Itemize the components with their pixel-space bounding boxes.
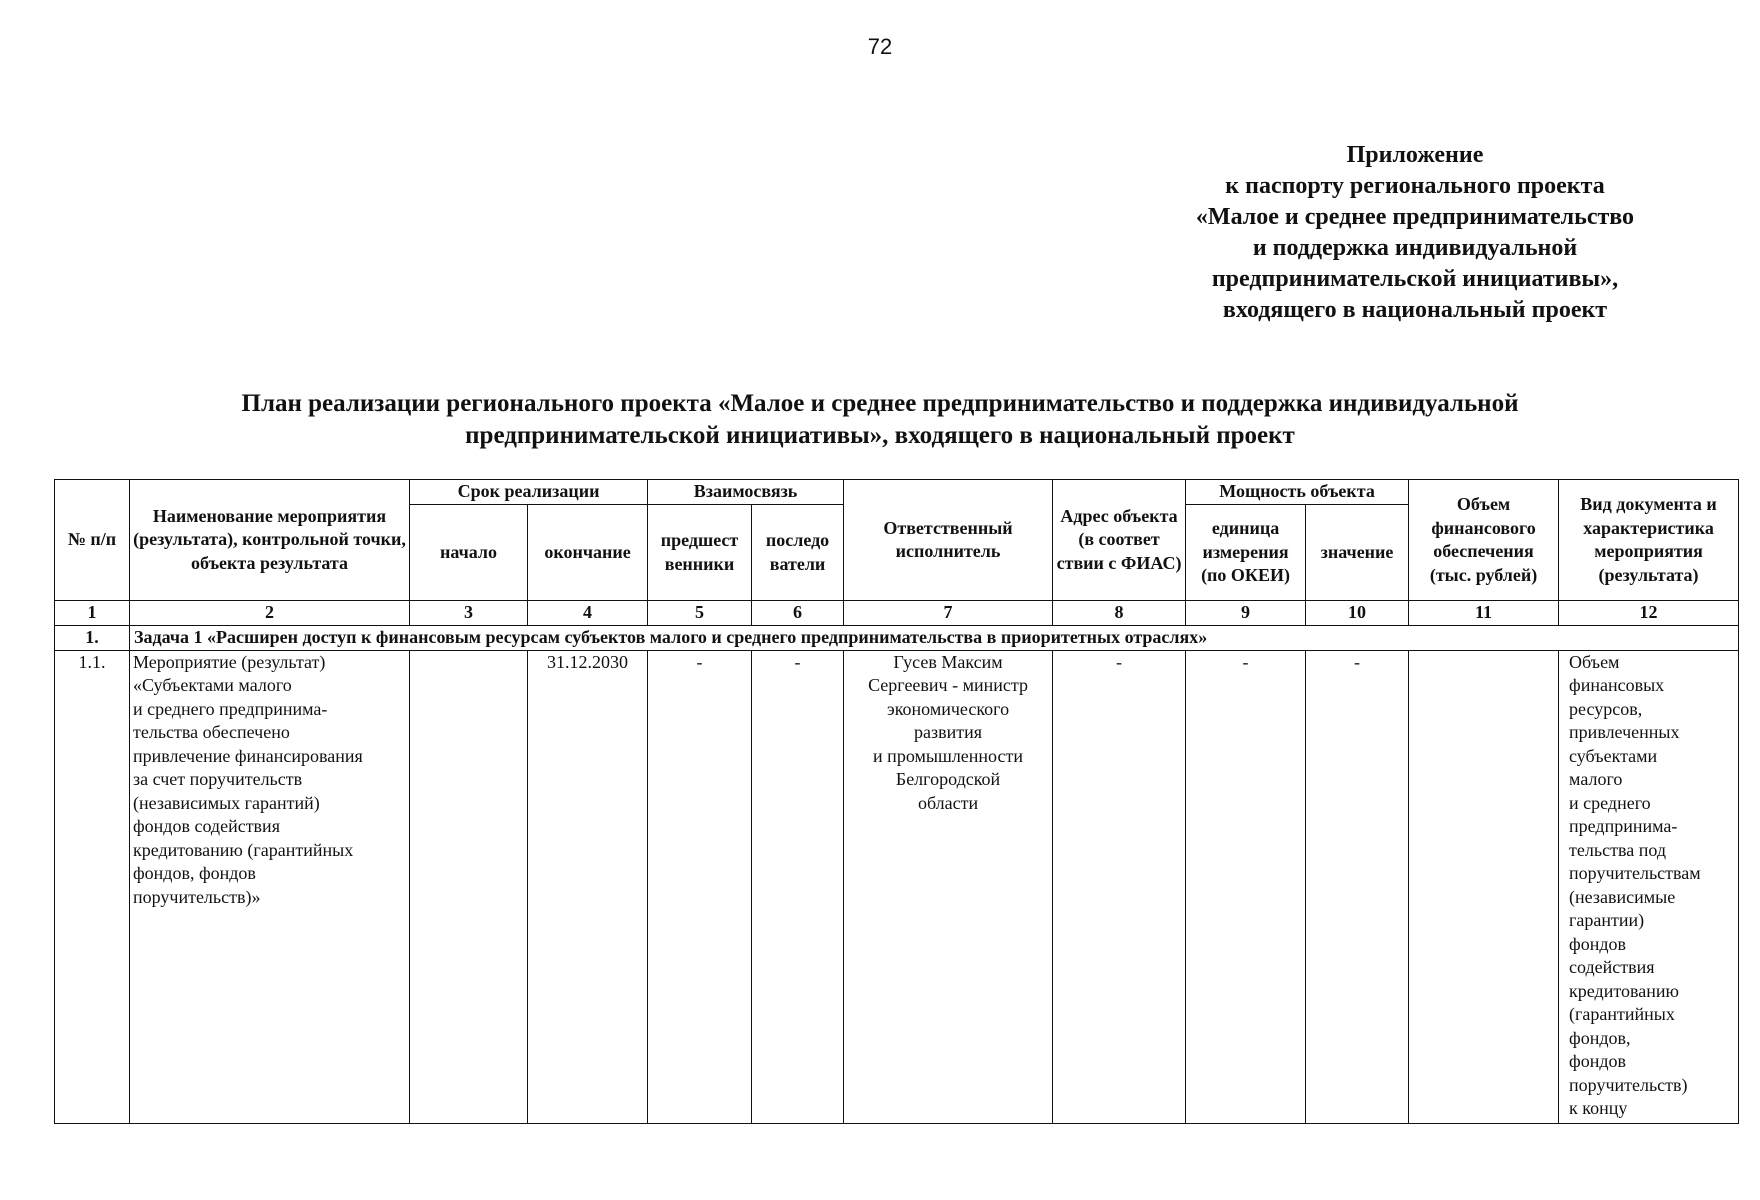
item-end: 31.12.2030 [528,650,648,1123]
header-address: Адрес объекта (в соответ ствии с ФИАС) [1053,480,1186,601]
item-responsible: Гусев Максим Сергеевич - министр экономического развития и промышленности Белгородской области [844,650,1053,1123]
plan-title [120,388,1640,452]
plan-title-line: предпринимательской инициативы», входящего в национальный проект [465,422,1295,449]
header-predecessors: предшест венники [648,505,752,601]
page-number: 72 [867,34,893,59]
column-number: 11 [1409,601,1559,626]
header-num: № п/п [55,480,130,601]
header-period: Срок реализации [410,480,648,505]
column-number: 10 [1306,601,1409,626]
column-number: 9 [1186,601,1306,626]
item-finance [1409,650,1559,1123]
header-capacity: Мощность объекта [1186,480,1409,505]
appendix-note [1140,140,1690,326]
column-number: 5 [648,601,752,626]
column-number: 12 [1559,601,1739,626]
column-number: 2 [130,601,410,626]
header-successors: последо ватели [752,505,844,601]
item-predecessors: - [648,650,752,1123]
appendix-line: входящего в национальный проект [1222,297,1608,323]
header-end: окончание [528,505,648,601]
appendix-line: и поддержка индивидуальной [1252,235,1578,261]
task-title: Задача 1 «Расширен доступ к финансовым ресурсам субъектов малого и среднего предпринимательства в приоритетных отраслях» [130,625,1739,650]
appendix-line: предпринимательской инициативы», [1211,266,1619,292]
header-start: начало [410,505,528,601]
header-value: значение [1306,505,1409,601]
item-name: Мероприятие (результат) «Субъектами малого и среднего предпринима- тельства обеспечено привлечение финансирования за счет поручительств (независимых гарантий) фондов содействия кредитованию (гарантийных фондов, фондов поручительств)» [130,650,410,1123]
column-number: 6 [752,601,844,626]
header-finance: Объем финансового обеспечения (тыс. рублей) [1409,480,1559,601]
task-row [55,625,1739,650]
header-responsible: Ответственный исполнитель [844,480,1053,601]
column-number: 4 [528,601,648,626]
item-address: - [1053,650,1186,1123]
appendix-line: «Малое и среднее предпринимательство [1195,204,1635,230]
item-number: 1.1. [55,650,130,1123]
item-unit: - [1186,650,1306,1123]
item-doc-type: Объем финансовых ресурсов, привлеченных субъектами малого и среднего предпринима- тельства под поручительствам (независимые гарантии) фондов содействия кредитованию (гарантийных фондов, фондов поручительств) к концу [1559,650,1739,1123]
table-row [55,650,1739,1123]
task-number: 1. [55,625,130,650]
column-number-row [55,601,1739,626]
header-doc-type: Вид документа и характеристика мероприятия (результата) [1559,480,1739,601]
header-unit: единица измерения (по ОКЕИ) [1186,505,1306,601]
item-successors: - [752,650,844,1123]
header-relation: Взаимосвязь [648,480,844,505]
appendix-line: к паспорту регионального проекта [1225,173,1605,199]
column-number: 1 [55,601,130,626]
column-number: 8 [1053,601,1186,626]
header-name: Наименование мероприятия (результата), контрольной точки, объекта результата [130,480,410,601]
plan-title-line: План реализации регионального проекта «Малое и среднее предпринимательство и поддержка индивидуальной [241,390,1519,417]
column-number: 7 [844,601,1053,626]
item-value: - [1306,650,1409,1123]
plan-table [54,479,1739,1124]
column-number: 3 [410,601,528,626]
appendix-line: Приложение [1346,142,1484,168]
item-start [410,650,528,1123]
